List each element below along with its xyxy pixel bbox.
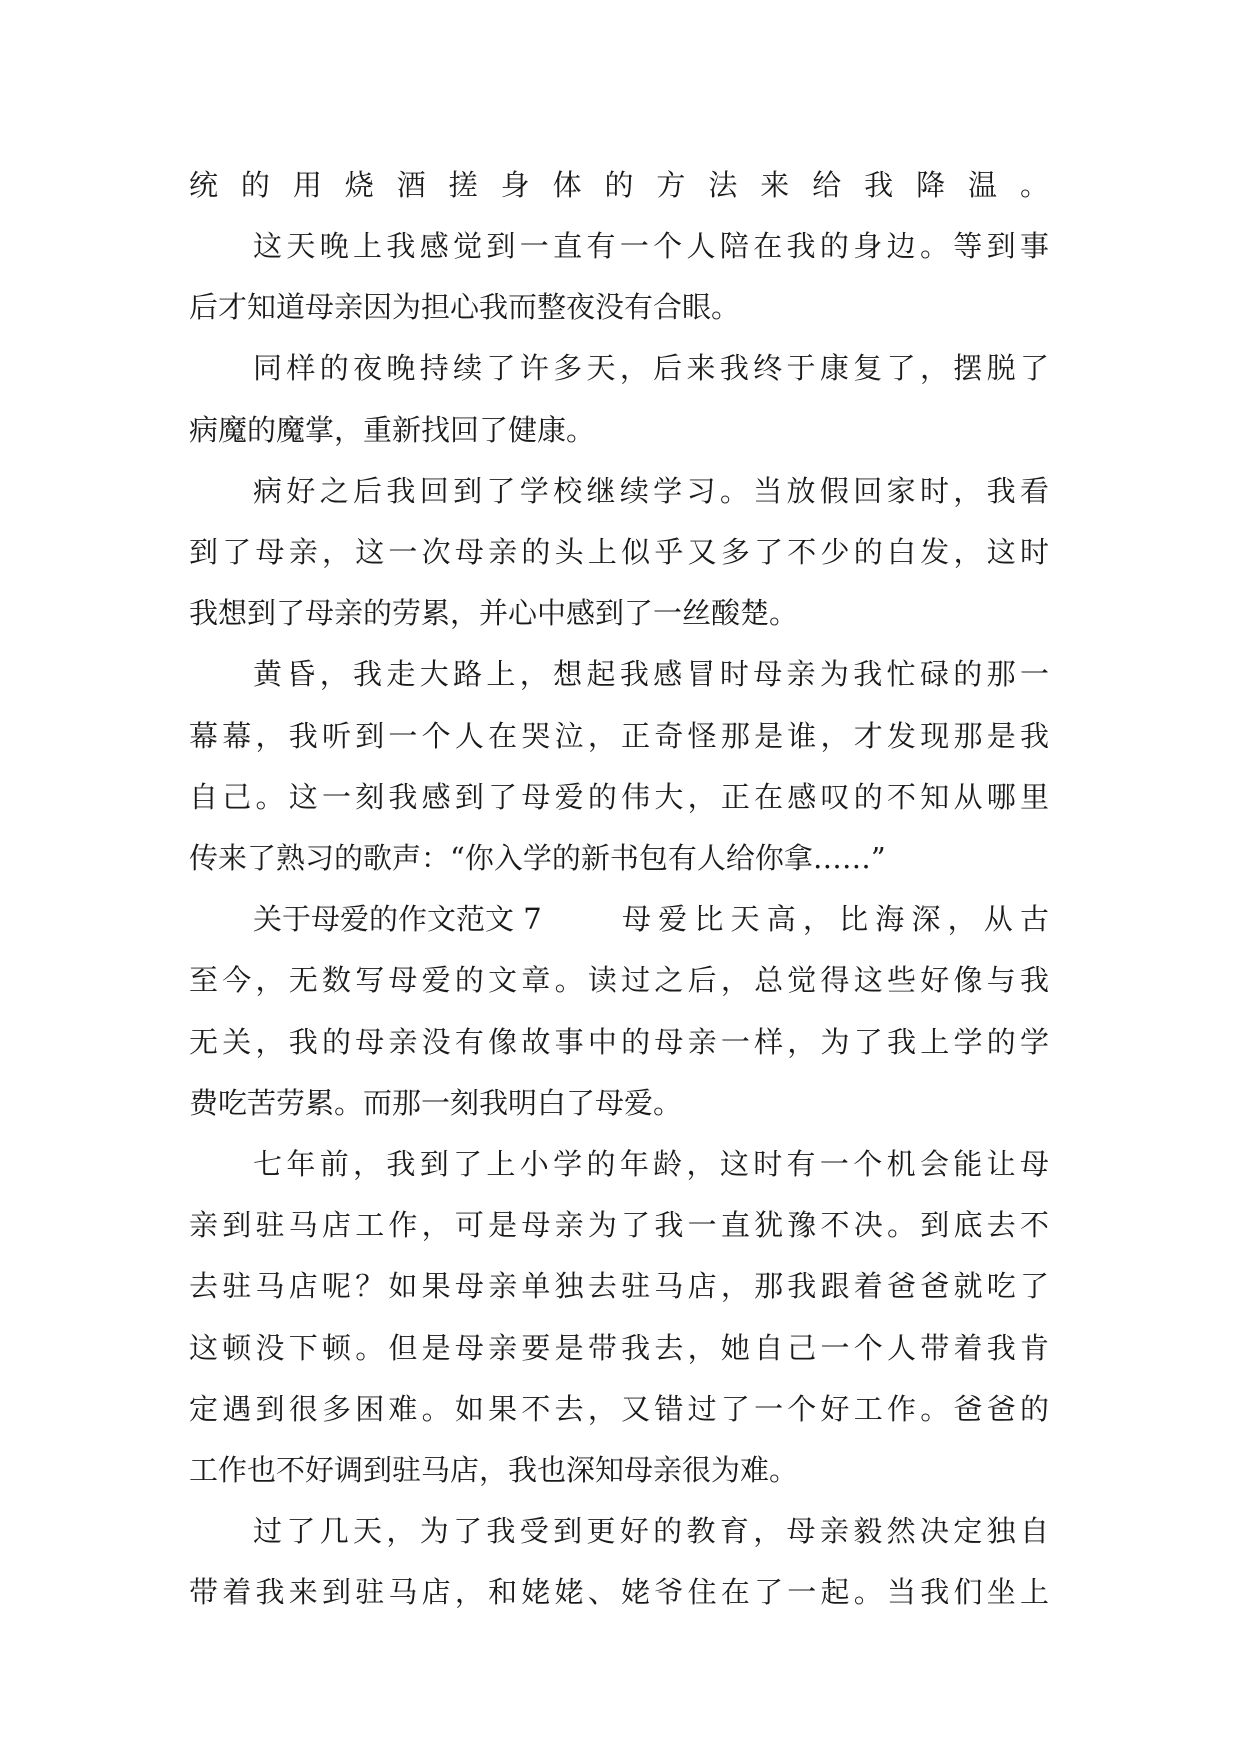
paragraph-line: 黄昏，我走大路上，想起我感冒时母亲为我忙碌的那一 (253, 657, 1049, 691)
paragraph-line: 工作也不好调到驻马店，我也深知母亲很为难。 (189, 1453, 799, 1487)
paragraph-line: 带着我来到驻马店，和姥姥、姥爷住在了一起。当我们坐上 (189, 1575, 1049, 1609)
paragraph-line: 自己。这一刻我感到了母爱的伟大，正在感叹的不知从哪里 (189, 780, 1049, 814)
paragraph-line: 母爱比天高，比海深，从古 (622, 902, 1049, 936)
paragraph-line: 亲到驻马店工作，可是母亲为了我一直犹豫不决。到底去不 (189, 1208, 1049, 1242)
paragraph-line: 七年前，我到了上小学的年龄，这时有一个机会能让母 (253, 1147, 1049, 1181)
paragraph-line: 去驻马店呢？如果母亲单独去驻马店，那我跟着爸爸就吃了 (189, 1269, 1049, 1303)
paragraph-line: 到了母亲，这一次母亲的头上似乎又多了不少的白发，这时 (189, 535, 1049, 569)
paragraph-line: 后才知道母亲因为担心我而整夜没有合眼。 (189, 290, 741, 324)
paragraph-line: 费吃苦劳累。而那一刻我明白了母爱。 (189, 1086, 683, 1120)
section-heading: 关于母爱的作文范文 7 (253, 902, 542, 936)
paragraph-line: 至今，无数写母爱的文章。读过之后，总觉得这些好像与我 (189, 963, 1049, 997)
paragraph-line: 病魔的魔掌，重新找回了健康。 (189, 413, 596, 447)
paragraph-line: 这顿没下顿。但是母亲要是带我去，她自己一个人带着我肯 (189, 1331, 1049, 1365)
paragraph-line: 过了几天，为了我受到更好的教育，母亲毅然决定独自 (253, 1514, 1049, 1548)
paragraph-line: 同样的夜晚持续了许多天，后来我终于康复了，摆脱了 (253, 351, 1049, 385)
paragraph-line: 幕幕，我听到一个人在哭泣，正奇怪那是谁，才发现那是我 (189, 719, 1049, 753)
paragraph-line: 我想到了母亲的劳累，并心中感到了一丝酸楚。 (189, 596, 799, 630)
paragraph-line: 这天晚上我感觉到一直有一个人陪在我的身边。等到事 (253, 229, 1049, 263)
paragraph-line: 无关，我的母亲没有像故事中的母亲一样，为了我上学的学 (189, 1025, 1049, 1059)
paragraph-line: 病好之后我回到了学校继续学习。当放假回家时，我看 (253, 474, 1049, 508)
paragraph-line: 传来了熟习的歌声：“你入学的新书包有人给你拿……” (189, 841, 886, 875)
paragraph-line: 定遇到很多困难。如果不去，又错过了一个好工作。爸爸的 (189, 1392, 1049, 1426)
paragraph-line: 统的用烧酒搓身体的方法来给我降温。 (189, 168, 1049, 202)
